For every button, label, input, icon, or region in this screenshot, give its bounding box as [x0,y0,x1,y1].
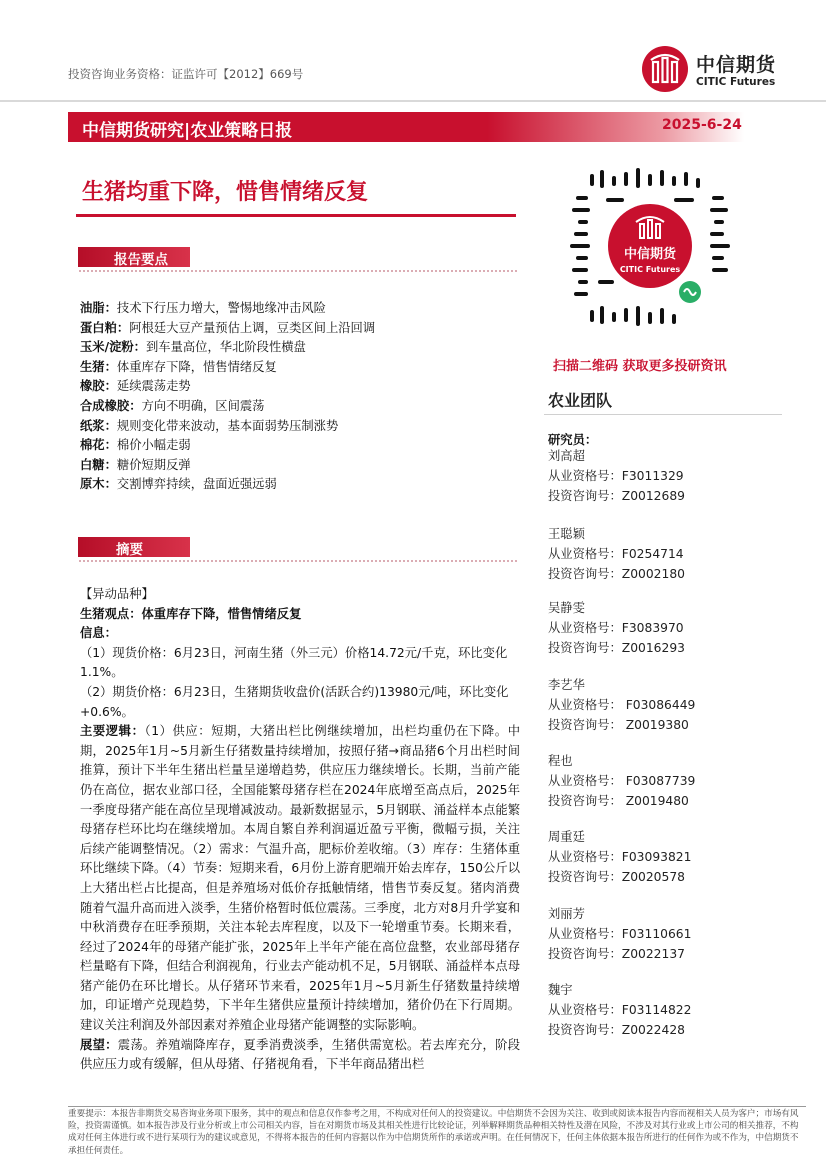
license-text: 投资咨询业务资格：证监许可【2012】669号 [68,67,304,81]
advisory-license: 投资咨询号：Z0020578 [548,870,685,884]
banner-title: 中信期货研究|农业策略日报 [82,121,293,141]
viewpoint: 生猪观点：体重库存下降，惜售情绪反复 [80,606,302,621]
category-label: 【异动品种】 [80,587,154,601]
practice-license: 从业资格号：F03093821 [548,850,692,864]
researcher-card [548,980,691,1040]
researcher-card [548,675,695,735]
outlook: 展望：震荡。养殖端降库存，夏季消费淡季，生猪供需宽松。若去库充分，阶段供应压力或有缓解，但从母猪、仔猪视角看，下半年商品猪出栏 [80,1037,520,1072]
qr-caption: 扫描二维码 获取更多投研资讯 [553,359,727,374]
section-header-summary [78,537,518,557]
logo-chinese-name: 中信期货 [696,54,777,76]
advisory-license: 投资咨询号：Z0012689 [548,489,685,503]
list-item: 玉米/淀粉：到车量高位，华北阶段性横盘 [80,340,306,355]
practice-license: 从业资格号：F3083970 [548,621,684,635]
researcher-card [548,751,695,811]
list-item: 棉花：棉价小幅走弱 [80,438,191,453]
list-item: 白糖：糖价短期反弹 [80,457,191,472]
footer-divider [68,1106,806,1107]
list-item: 纸浆：规则变化带来波动，基本面弱势压制涨势 [80,418,339,433]
practice-license: 从业资格号： F03086449 [548,698,696,712]
advisory-license: 投资咨询号：Z0016293 [548,641,685,655]
header-divider [0,100,826,102]
researcher-card [548,827,691,887]
practice-license: 从业资格号：F3011329 [548,469,684,483]
practice-license: 从业资格号： F03087739 [548,774,696,788]
advisory-license: 投资咨询号：Z0002180 [548,567,685,581]
list-item: 蛋白粕：阿根廷大豆产量预估上调，豆类区间上沿回调 [80,320,376,335]
researcher-name: 李艺华 [548,678,585,692]
info-futures-price: （2）期货价格：6月23日，生猪期货收盘价(活跃合约)13980元/吨，环比变化+0.6%。 [80,684,509,719]
team-title: 农业团队 [548,391,613,410]
researcher-name: 魏宇 [548,983,573,997]
title-underline [76,214,516,217]
researcher-card [548,524,685,584]
researcher-name: 刘高超 [548,449,585,463]
practice-license: 从业资格号：F03110661 [548,927,692,941]
advisory-license: 投资咨询号：Z0022428 [548,1023,685,1037]
section-label: 报告要点 [114,252,168,268]
section-label: 摘要 [116,542,143,558]
citic-logo-icon [642,46,688,92]
researcher-name: 王聪颖 [548,527,585,541]
qr-logo-en: CITIC Futures [619,265,681,274]
list-item: 油脂：技术下行压力增大，警惕地缘冲击风险 [80,301,326,315]
advisory-license: 投资咨询号： Z0019380 [548,718,689,732]
report-date: 2025-6-24 [662,117,742,133]
researcher-card [548,446,685,506]
advisory-license: 投资咨询号：Z0022137 [548,947,685,961]
list-item: 生猪：体重库存下降，惜售情绪反复 [80,359,277,374]
section-header-key-points [78,247,518,267]
researcher-card [548,904,691,964]
researcher-name: 吴静雯 [548,601,585,615]
disclaimer: 重要提示：本报告非期货交易咨询业务项下服务，其中的观点和信息仅作参考之用，不构成对任何人的投资建议。中信期货不会因为关注、收到或阅读本报告内容而视相关人员为客户；市场有风险，投资需谨慎。如本报告涉及行业分析或上市公司相关内容，旨在对期货市场及其相关性进行比较论证，列举解释期货品种相关特性及潜在风险，不涉及对其行业或上市公司的相关推荐，不构成对任何主体进行或不进行某项行为的建议或意见，不得将本报告的任何内容据以作为中信期货所作的承诺或声明。在任何情况下，任何主体依据本报告所进行的任何作为或不作为，中信期货不承担任何责任。 [68,1109,799,1156]
list-item: 原木：交割博弈持续，盘面近强远弱 [80,477,277,492]
page-title: 生猪均重下降，惜售情绪反复 [82,180,369,205]
list-item: 橡胶：延续震荡走势 [80,379,191,394]
researchers-label: 研究员： [548,433,598,447]
key-points-list [80,299,520,495]
researcher-name: 刘丽芳 [548,907,585,921]
list-item: 合成橡胶：方向不明确，区间震荡 [80,398,265,413]
researcher-name: 周重廷 [548,830,585,844]
summary-body [80,585,520,1075]
info-spot-price: （1）现货价格：6月23日，河南生猪（外三元）价格14.72元/千克，环比变化1.1%。 [80,645,508,680]
team-divider [544,414,782,415]
logo-english-name: CITIC Futures [696,76,776,88]
practice-license: 从业资格号：F03114822 [548,1003,692,1017]
advisory-license: 投资咨询号： Z0019480 [548,794,689,808]
researcher-card [548,598,685,658]
main-logic: 主要逻辑：（1）供应：短期，大猪出栏比例继续增加，出栏均重仍在下降。中期，2025年1月~5月新生仔猪数量持续增加，按照仔猪→商品猪6个月出栏时间推算，预计下半年生猪出栏量呈递增趋势，供应压力继续增长。长期，当前产能仍在高位，据农业部口径，全国能繁母猪存栏在2024年底增至高点后，2025年一季度母猪产能在高位呈现增减波动。最新数据显示，5月钢联、涌益样本点能繁母猪存栏环比均在继续增加。本周自繁自养利润逼近盈亏平衡，微幅亏损，关注后续产能调整情况。（2）需求：气温升高，肥标价差收缩。（3）库存：生猪体重环比继续下降。（4）节奏：短期来看，6月份上游育肥端开始去库存，150公斤以上大猪出栏占比提高，但是养殖场对低价存抵触情绪，惜售节奏反复。猪肉消费随着气温升高而进入淡季，生猪价格暂时低位震荡。三季度，北方对8月升学宴和中秋消费存在旺季预期，关注本轮去库程度，以及下一轮增重节奏。长期来看，经过了2024年的母猪产能扩张，2025年上半年产能在高位盘整，农业部母猪存栏量略有下降，但结合利润视角，行业去产能动机不足，5月钢联、涌益样本点母猪产能仍在环比增长。从仔猪环节来看，2025年1月~5月新生仔猪数量持续增加，印证增产兑现趋势，下半年生猪供应量预计持续增加，猪价仍在下行周期。建议关注利润及外部因素对养殖企业母猪产能调整的实际影响。 [80,724,520,1033]
qr-code [570,168,730,348]
practice-license: 从业资格号：F0254714 [548,547,684,561]
qr-logo-cn: 中信期货 [623,247,677,262]
company-logo [642,46,804,96]
researcher-name: 程也 [548,754,573,768]
info-label: 信息： [80,626,117,641]
